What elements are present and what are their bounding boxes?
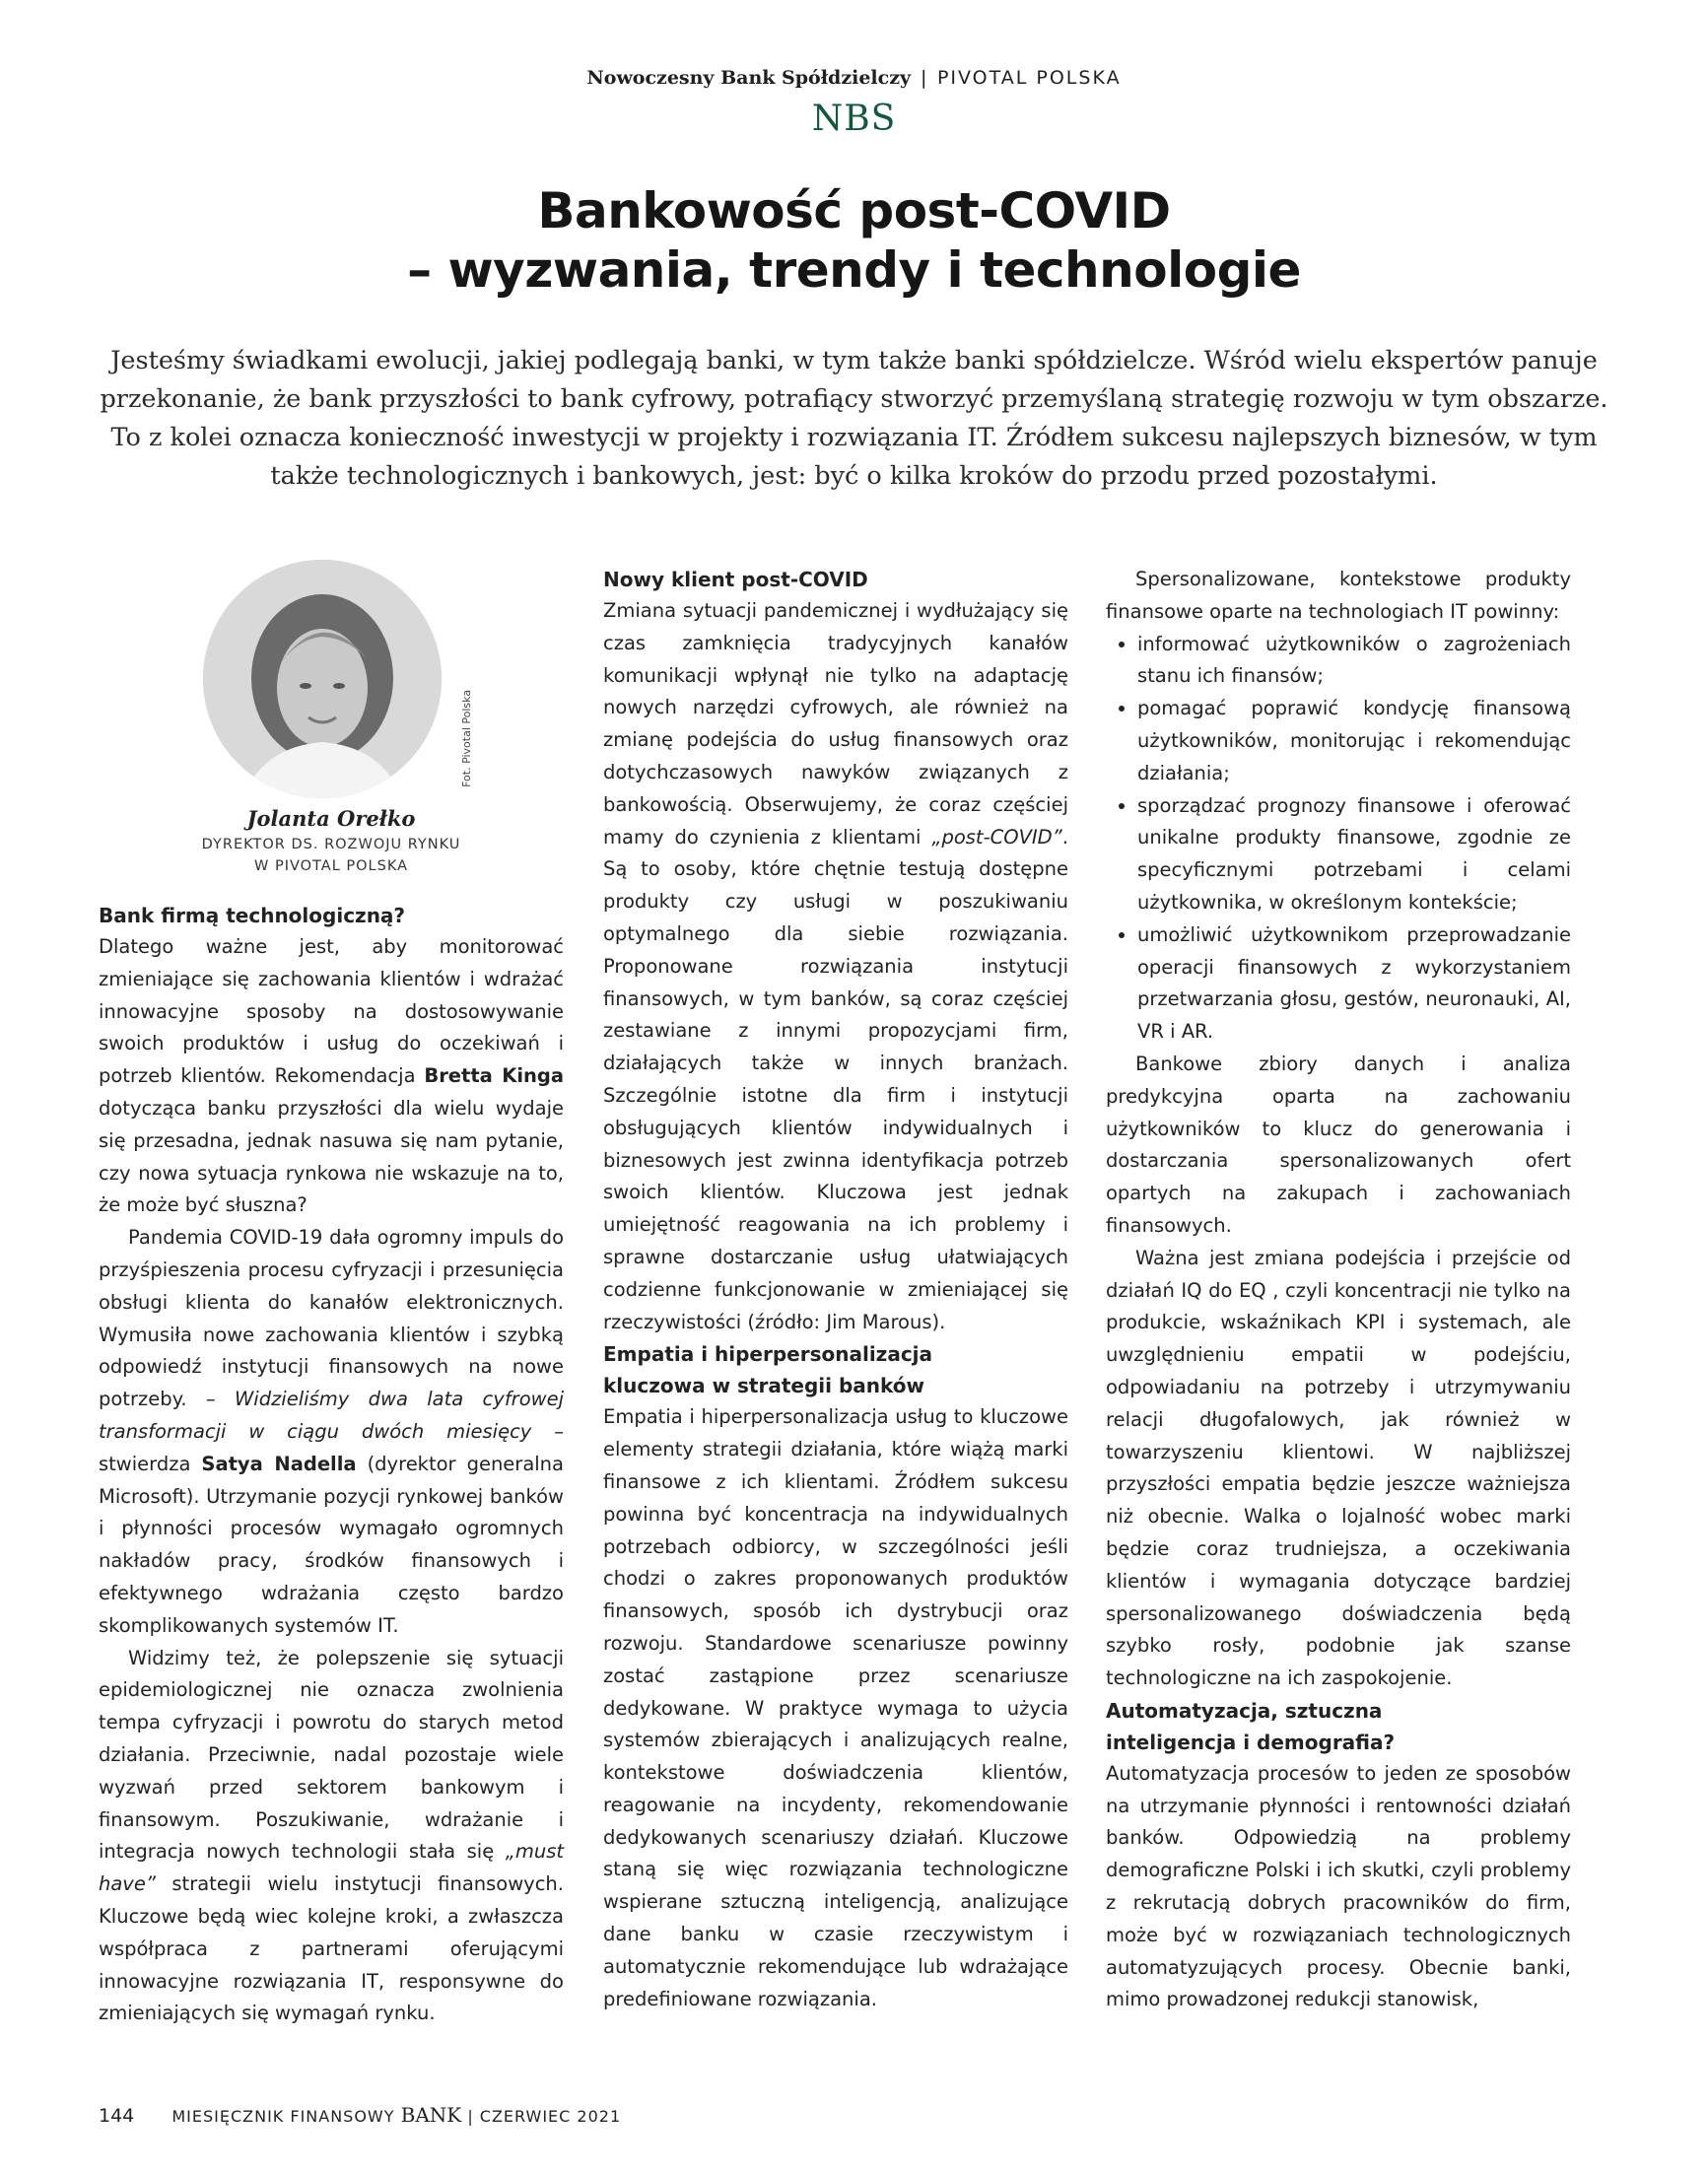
col1-p1-text-a: Dlatego ważne jest, aby monitorować zmieniające się zachowania klientów i wdrażać innowacyjne sposoby na dostosowywanie swoich produktów i usług do oczekiwań i potrzeb klientów. Rekomendacja <box>99 935 564 1088</box>
header-brand: Nowoczesny Bank Spółdzielczy <box>586 67 912 89</box>
page-header <box>0 67 1708 139</box>
col1-p2-quote: Widzieliśmy dwa lata cyfrowej transformacji w ciągu dwóch miesięcy <box>99 1388 564 1443</box>
author-name: Jolanta Orełko <box>246 806 416 831</box>
column-1 <box>99 560 564 2030</box>
title-line-1: Bankowość post-COVID <box>537 182 1171 239</box>
author-role-2: W PIVOTAL POLSKA <box>254 858 408 874</box>
col1-p3-text-a: Widzimy też, że polepszenie się sytuacji epidemiologicznej nie oznacza zwolnienia tempa cyfryzacji i powrotu do starych metod działania. Przeciwnie, nadal pozostaje wiele wyzwań przed sektorem bankowym i finansowym. Poszukiwanie, wdrażanie i integracja nowych technologii stała się <box>99 1646 564 1864</box>
list-item: • sporządzać prognozy finansowe i oferować unikalne produkty finansowe, zgodnie ze specyficznymi potrzebami i celami użytkownika, w określonym kontekście; <box>1137 790 1571 919</box>
col1-p3-text-b: strategii wielu instytucji finansowych. Kluczowe będą wiec kolejne kroki, a zwłaszcza współpraca z partnerami oferującymi innowacyjne rozwiązania IT, responsywne do zmieniających się wymagań rynku. <box>99 1872 564 2025</box>
col1-p1-name: Bretta Kinga <box>424 1064 565 1088</box>
col1-paragraph-1 <box>99 931 564 1222</box>
list-item: • informować użytkowników o zagrożeniach stanu ich finansów; <box>1137 629 1571 694</box>
col1-p2-name: Satya Nadella <box>201 1452 357 1475</box>
heading-empathy-line-2: kluczowa w strategii banków <box>603 1374 924 1398</box>
footer-issue: CZERWIEC 2021 <box>479 2107 622 2126</box>
title-line-2: – wyzwania, trendy i technologie <box>407 241 1301 299</box>
col1-paragraph-2 <box>99 1222 564 1642</box>
heading-automation-line-1: Automatyzacja, sztuczna <box>1106 1698 1383 1723</box>
nbs-logo: NBS <box>811 99 897 139</box>
footer-separator: | <box>467 2107 474 2126</box>
col3-paragraph-2: Bankowe zbiory danych i analiza predykcyjna oparta na zachowaniu użytkowników to klucz do generowania i dostarczania spersonalizowanych ofert opartych na zakupach i zachowaniach finansowych. <box>1106 1052 1571 1237</box>
author-role-1: DYREKTOR DS. ROZWOJU RYNKU <box>201 837 461 852</box>
col3-bullet-list <box>1106 629 1571 1049</box>
photo-credit <box>460 668 493 796</box>
col1-p1-text-b: dotycząca banku przyszłości dla wielu wydaje się przesadna, jednak nasuwa się nam pytanie, czy nowa sytuacja rynkowa nie wskazuje na to, że może być słuszna? <box>99 1096 564 1217</box>
col3-paragraph-4: Automatyzacja procesów to jeden ze sposobów na utrzymanie płynności i rentowności działań banków. Odpowiedzią na problemy demograficzne Polski i ich skutki, czyli problemy z rekrutacją dobrych pracowników do firm, może być w rozwiązaniach technologicznych automatyzujących procesy. Obecnie banki, mimo prowadzonej redukcji stanowisk, <box>1106 1761 1571 2011</box>
list-item: • pomagać poprawić kondycję finansową użytkowników, monitorując i rekomendując działania; <box>1137 693 1571 789</box>
portrait-illustration <box>203 560 442 798</box>
page-footer <box>99 2103 621 2127</box>
heading-bank-tech: Bank firmą technologiczną? <box>99 904 406 927</box>
col2-p1-text-a: Zmiana sytuacji pandemicznej i wydłużający się czas zamknięcia tradycyjnych kanałów komunikacji wpłynął nie tylko na adaptację nowych narzędzi cyfrowych, ale również na zmianę podejścia do usług finansowych oraz dotychczasowych nawyków związanych z bankowością. Obserwujemy, że coraz częściej mamy do czynienia z klientami <box>603 599 1068 849</box>
photo-credit-text: Fot. Pivotal Polska <box>460 689 474 787</box>
header-separator: | <box>921 67 927 89</box>
header-line <box>0 67 1708 89</box>
heading-empathy-line-1: Empatia i hiperpersonalizacja <box>603 1342 933 1367</box>
list-item: • umożliwić użytkownikom przeprowadzanie operacji finansowych z wykorzystaniem przetwarzania głosu, gestów, neuronauki, AI, VR i AR. <box>1137 919 1571 1049</box>
col1-p2-text-a: Pandemia COVID-19 dała ogromny impuls do przyśpieszenia procesu cyfryzacji i przesunięcia obsługi klienta do kanałów elektronicznych. Wymusiła nowe zachowania klientów i szybką odpowiedź instytucji finansowych na nowe potrzeby. – <box>99 1226 564 1411</box>
col1-paragraph-3 <box>99 1643 564 2031</box>
column-2 <box>603 564 1068 2015</box>
heading-new-client: Nowy klient post-COVID <box>603 568 868 591</box>
article-title <box>0 181 1708 300</box>
page-number: 144 <box>99 2105 135 2127</box>
column-3 <box>1106 564 1571 2016</box>
author-block <box>99 560 564 900</box>
col1-p3-quote: „must have” <box>99 1840 564 1896</box>
col2-paragraph-1 <box>603 595 1068 1338</box>
heading-empathy <box>603 1338 1068 1401</box>
heading-automation <box>1106 1695 1571 1758</box>
footer-magazine: MIESIĘCZNIK FINANSOWY <box>171 2107 395 2126</box>
col2-p1-quote: „post-COVID” <box>931 825 1062 849</box>
author-photo <box>203 560 442 798</box>
col2-p1-text-b: . Są to osoby, które chętnie testują dostępne produkty czy usługi w poszukiwaniu optymalnego dla siebie rozwiązania. Proponowane rozwiązania instytucji finansowych, w tym banków, są coraz częściej zestawiane z innymi propozycjami firm, działających także w innych branżach. Szczególnie istotne dla firm i instytucji obsługujących klientów indywidualnych i biznesowych jest zwinna identyfikacja potrzeb swoich klientów. Kluczowa jest jednak umiejętność reagowania na ich problemy i sprawne dostarczanie usług ułatwiających codzienne funkcjonowanie w zmieniającej się rzeczywistości (źródło: Jim Marous). <box>603 825 1068 1333</box>
col1-p2-text-c: (dyrektor generalna Microsoft). Utrzymanie pozycji rynkowej banków i płynności procesów wymagało ogromnych nakładów pracy, środków finansowych i efektywnego wdrażania często bardzo skomplikowanych systemów IT. <box>99 1452 564 1637</box>
heading-automation-line-2: inteligencja i demografia? <box>1106 1730 1396 1754</box>
col3-paragraph-1: Spersonalizowane, kontekstowe produkty finansowe oparte na technologiach IT powinny: <box>1106 568 1571 623</box>
lead-paragraph: Jesteśmy świadkami ewolucji, jakiej podlegają banki, w tym także banki spółdzielcze. Wśród wielu ekspertów panuje przekonanie, że bank przyszłości to bank cyfrowy, potrafiący stworzyć przemyślaną strategię rozwoju w tym obszarze. To z kolei oznacza konieczność inwestycji w projekty i rozwiązania IT. Źródłem sukcesu najlepszych biznesów, w tym także technologicznych i bankowych, jest: być o kilka kroków do przodu przed pozostałymi. <box>100 346 1608 491</box>
header-partner: PIVOTAL POLSKA <box>936 67 1122 89</box>
col2-paragraph-2: Empatia i hiperpersonalizacja usług to kluczowe elementy strategii działania, które wiążą marki finansowe z ich klientami. Źródłem sukcesu powinna być koncentracja na indywidualnych potrzebach odbiorcy, w szczególności jeśli chodzi o zakres proponowanych produktów finansowych, sposób ich dystrybucji oraz rozwoju. Standardowe scenariusze powinny zostać zastąpione przez scenariusze dedykowane. W praktyce wymaga to użycia systemów zbierających i analizujących realne, kontekstowe doświadczenia klientów, reagowanie na incydenty, rekomendowanie dedykowanych scenariuszy działań. Kluczowe staną się więc rozwiązania technologiczne wspierane sztuczną inteligencją, analizujące dane banku w czasie rzeczywistym i automatycznie rekomendujące lub wdrażające predefiniowane rozwiązania. <box>603 1405 1068 2010</box>
author-caption <box>99 804 564 877</box>
footer-bank: BANK <box>400 2103 462 2127</box>
col3-paragraph-3: Ważna jest zmiana podejścia i przejście od działań IQ do EQ , czyli koncentracji nie tylko na produkcie, wskaźnikach KPI i systemach, ale uwzględnieniu empatii w podejściu, odpowiadaniu na potrzeby i utrzymywaniu relacji długofalowych, jak również w towarzyszeniu klientowi. W najbliższej przyszłości empatia będzie jeszcze ważniejsza niż obecnie. Walka o lojalność wobec marki będzie coraz trudniejsza, a oczekiwania klientów i wymagania dotyczące bardziej spersonalizowanego doświadczenia będą szybko rosły, podobnie jak szanse technologiczne na ich zaspokojenie. <box>1106 1246 1571 1690</box>
col1-p2-text-b: – stwierdza <box>99 1419 564 1475</box>
